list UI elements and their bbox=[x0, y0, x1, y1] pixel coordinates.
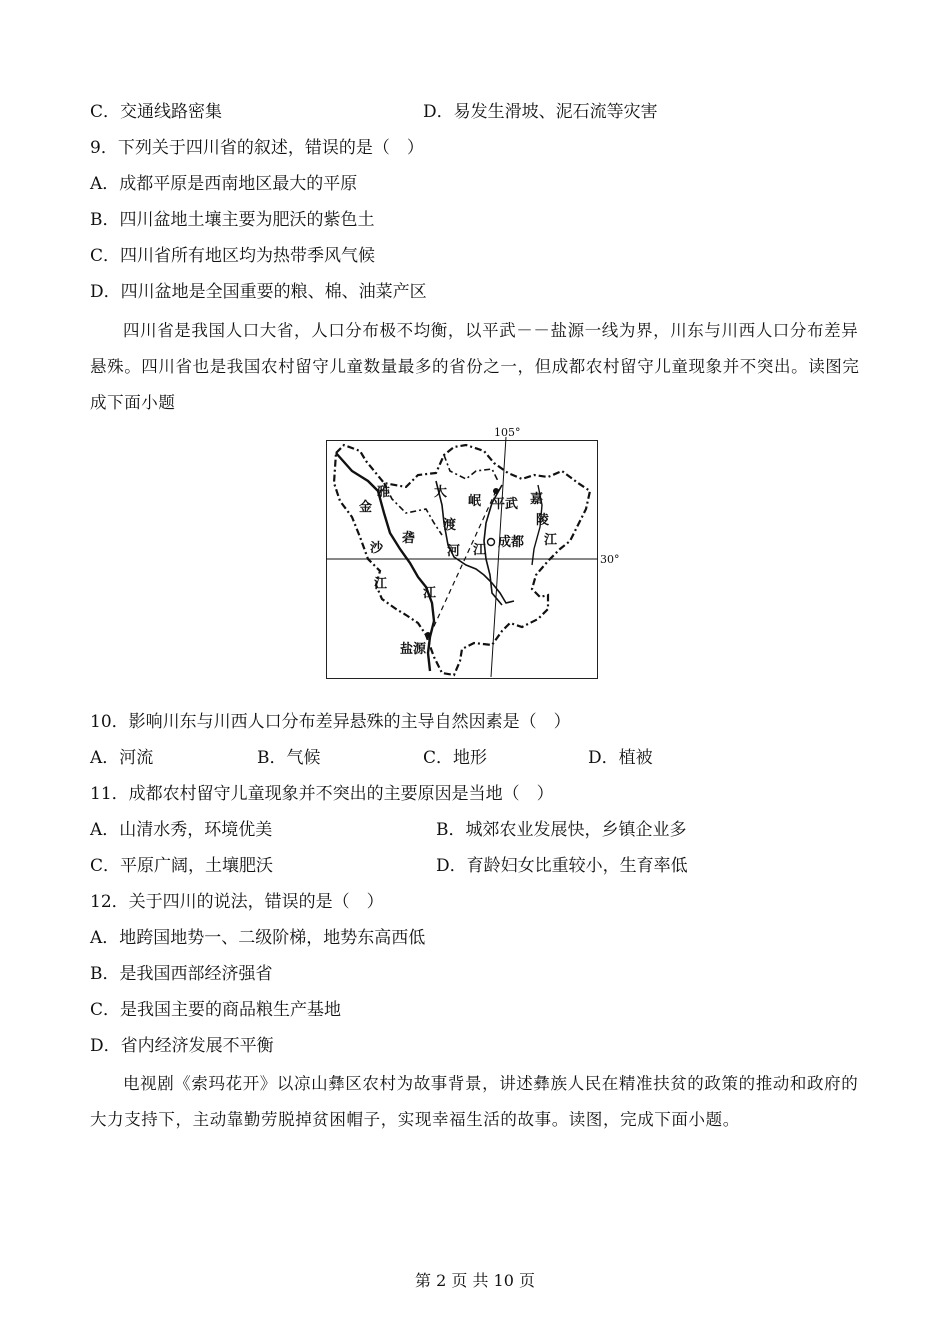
label-ya: 雅 bbox=[377, 485, 391, 500]
label-jiang-yalong: 江 bbox=[423, 586, 437, 601]
q9-option-b: B．四川盆地土壤主要为肥沃的紫色土 bbox=[90, 210, 375, 230]
q8-option-d: D．易发生滑坡、泥石流等灾害 bbox=[423, 102, 658, 122]
label-ling: 陵 bbox=[536, 513, 550, 528]
q10-option-d: D．植被 bbox=[588, 748, 653, 768]
q10-option-c: C．地形 bbox=[423, 748, 488, 768]
page-footer: 第 2 页 共 10 页 bbox=[415, 1271, 535, 1290]
meridian-label: 105° bbox=[494, 426, 521, 439]
label-yanyuan: 盐源 bbox=[400, 642, 427, 657]
parallel-label: 30° bbox=[600, 553, 620, 566]
q11-options-row-1 bbox=[90, 819, 687, 841]
q9-option-a: A．成都平原是西南地区最大的平原 bbox=[90, 174, 358, 194]
q9-option-c: C．四川省所有地区均为热带季风气候 bbox=[90, 246, 376, 266]
q12-stem: 12．关于四川的说法，错误的是（ ） bbox=[90, 892, 384, 912]
q11-option-a: A．山清水秀，环境优美 bbox=[90, 820, 273, 840]
label-he: 河 bbox=[447, 544, 461, 559]
pingwu-marker bbox=[493, 488, 499, 494]
q10-options-row bbox=[90, 747, 653, 769]
label-sha: 沙 bbox=[370, 541, 384, 556]
q11-option-b: B．城郊农业发展快，乡镇企业多 bbox=[436, 820, 687, 840]
label-pingwu: 平武 bbox=[492, 497, 519, 512]
sichuan-map bbox=[326, 425, 626, 680]
q10-option-b: B．气候 bbox=[257, 748, 321, 768]
q8-option-c: C．交通线路密集 bbox=[90, 102, 223, 122]
q12-option-c: C．是我国主要的商品粮生产基地 bbox=[90, 1000, 342, 1020]
q11-options-row-2 bbox=[90, 855, 688, 877]
q9-stem: 9．下列关于四川省的叙述，错误的是（ ） bbox=[90, 138, 424, 158]
label-jiang-jinsha: 江 bbox=[374, 577, 388, 592]
label-long: 砻 bbox=[402, 531, 416, 546]
q11-option-d: D．育龄妇女比重较小，生育率低 bbox=[436, 856, 688, 876]
label-jiang-jialing: 江 bbox=[544, 533, 558, 548]
label-jia: 嘉 bbox=[530, 492, 544, 507]
q12-option-d: D．省内经济发展不平衡 bbox=[90, 1036, 274, 1056]
meridian-105-line bbox=[491, 437, 506, 677]
q10-option-a: A．河流 bbox=[90, 748, 154, 768]
q12-option-a: A．地跨国地势一、二级阶梯，地势东高西低 bbox=[90, 928, 426, 948]
q9-option-d: D．四川盆地是全国重要的粮、棉、油菜产区 bbox=[90, 282, 427, 302]
q12-option-b: B．是我国西部经济强省 bbox=[90, 964, 273, 984]
label-da: 大 bbox=[434, 485, 448, 500]
passage-sichuan-population: 四川省是我国人口大省，人口分布极不均衡，以平武－－盐源一线为界，川东与川西人口分布差异悬殊。四川省也是我国农村留守儿童数量最多的省份之一，但成都农村留守儿童现象并不突出。读图完成下面小题 bbox=[90, 321, 860, 412]
yanyuan-marker bbox=[425, 632, 431, 638]
q11-option-c: C．平原广阔，土壤肥沃 bbox=[90, 856, 274, 876]
label-du: 渡 bbox=[443, 518, 457, 533]
q8-options-row bbox=[90, 101, 658, 123]
map-drawing bbox=[326, 425, 626, 680]
chengdu-marker bbox=[488, 539, 495, 546]
q11-stem: 11．成都农村留守儿童现象并不突出的主要原因是当地（ ） bbox=[90, 784, 554, 804]
province-border bbox=[334, 445, 590, 675]
q10-stem: 10．影响川东与川西人口分布差异悬殊的主导自然因素是（ ） bbox=[90, 712, 571, 732]
label-jiang-min: 江 bbox=[473, 543, 487, 558]
passage-suomahuakai: 电视剧《索玛花开》以凉山彝区农村为故事背景，讲述彝族人民在精准扶贫的政策的推动和政府的大力支持下，主动靠勤劳脱掉贫困帽子，实现幸福生活的故事。读图，完成下面小题。 bbox=[90, 1074, 859, 1129]
label-min: 岷 bbox=[468, 494, 482, 509]
label-chengdu: 成都 bbox=[498, 535, 525, 550]
label-jin: 金 bbox=[359, 500, 373, 515]
